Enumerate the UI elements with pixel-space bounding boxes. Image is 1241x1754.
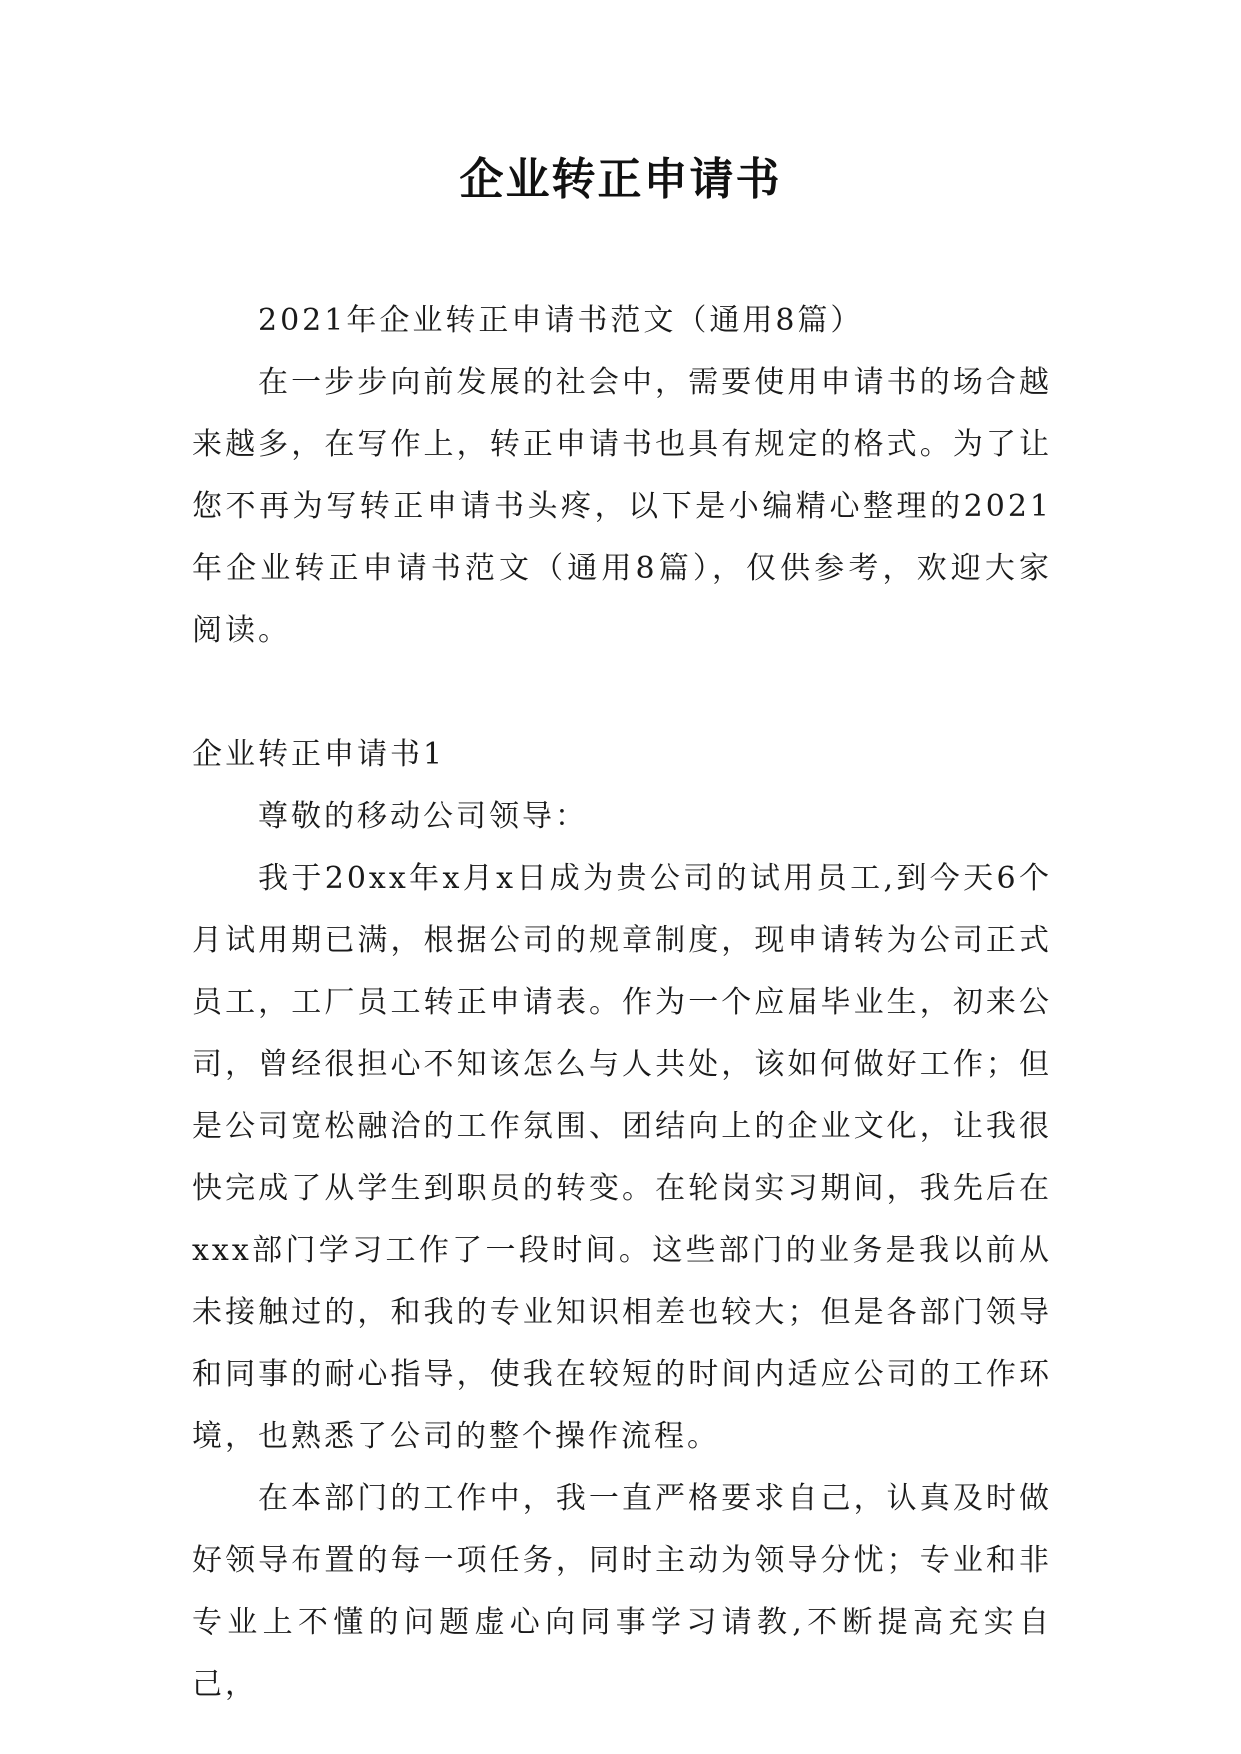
section-heading: 企业转正申请书1 bbox=[192, 737, 446, 772]
salutation: 尊敬的移动公司领导： bbox=[258, 799, 588, 834]
body-paragraph-2: 在本部门的工作中，我一直严格要求自己，认真及时做好领导布置的每一项任务，同时主动为领导分忧；专业和非专业上不懂的问题虚心向同事学习请教,不断提高充实自己， bbox=[192, 1481, 1052, 1702]
section-spacer bbox=[192, 662, 1052, 724]
document-body bbox=[192, 290, 1052, 1716]
intro-paragraph: 在一步步向前发展的社会中，需要使用申请书的场合越来越多，在写作上，转正申请书也具有规定的格式。为了让您不再为写转正申请书头疼，以下是小编精心整理的2021年企业转正申请书范文（通用8篇），仅供参考，欢迎大家阅读。 bbox=[192, 365, 1052, 648]
document-title: 企业转正申请书 bbox=[459, 154, 782, 205]
document-subtitle: 2021年企业转正申请书范文（通用8篇） bbox=[258, 303, 864, 338]
body-paragraph-1: 我于20xx年x月x日成为贵公司的试用员工,到今天6个月试用期已满，根据公司的规章制度，现申请转为公司正式员工，工厂员工转正申请表。作为一个应届毕业生，初来公司，曾经很担心不知该怎么与人共处，该如何做好工作；但是公司宽松融洽的工作氛围、团结向上的企业文化，让我很快完成了从学生到职员的转变。在轮岗实习期间，我先后在xxx部门学习工作了一段时间。这些部门的业务是我以前从未接触过的，和我的专业知识相差也较大；但是各部门领导和同事的耐心指导，使我在较短的时间内适应公司的工作环境，也熟悉了公司的整个操作流程。 bbox=[192, 861, 1052, 1454]
